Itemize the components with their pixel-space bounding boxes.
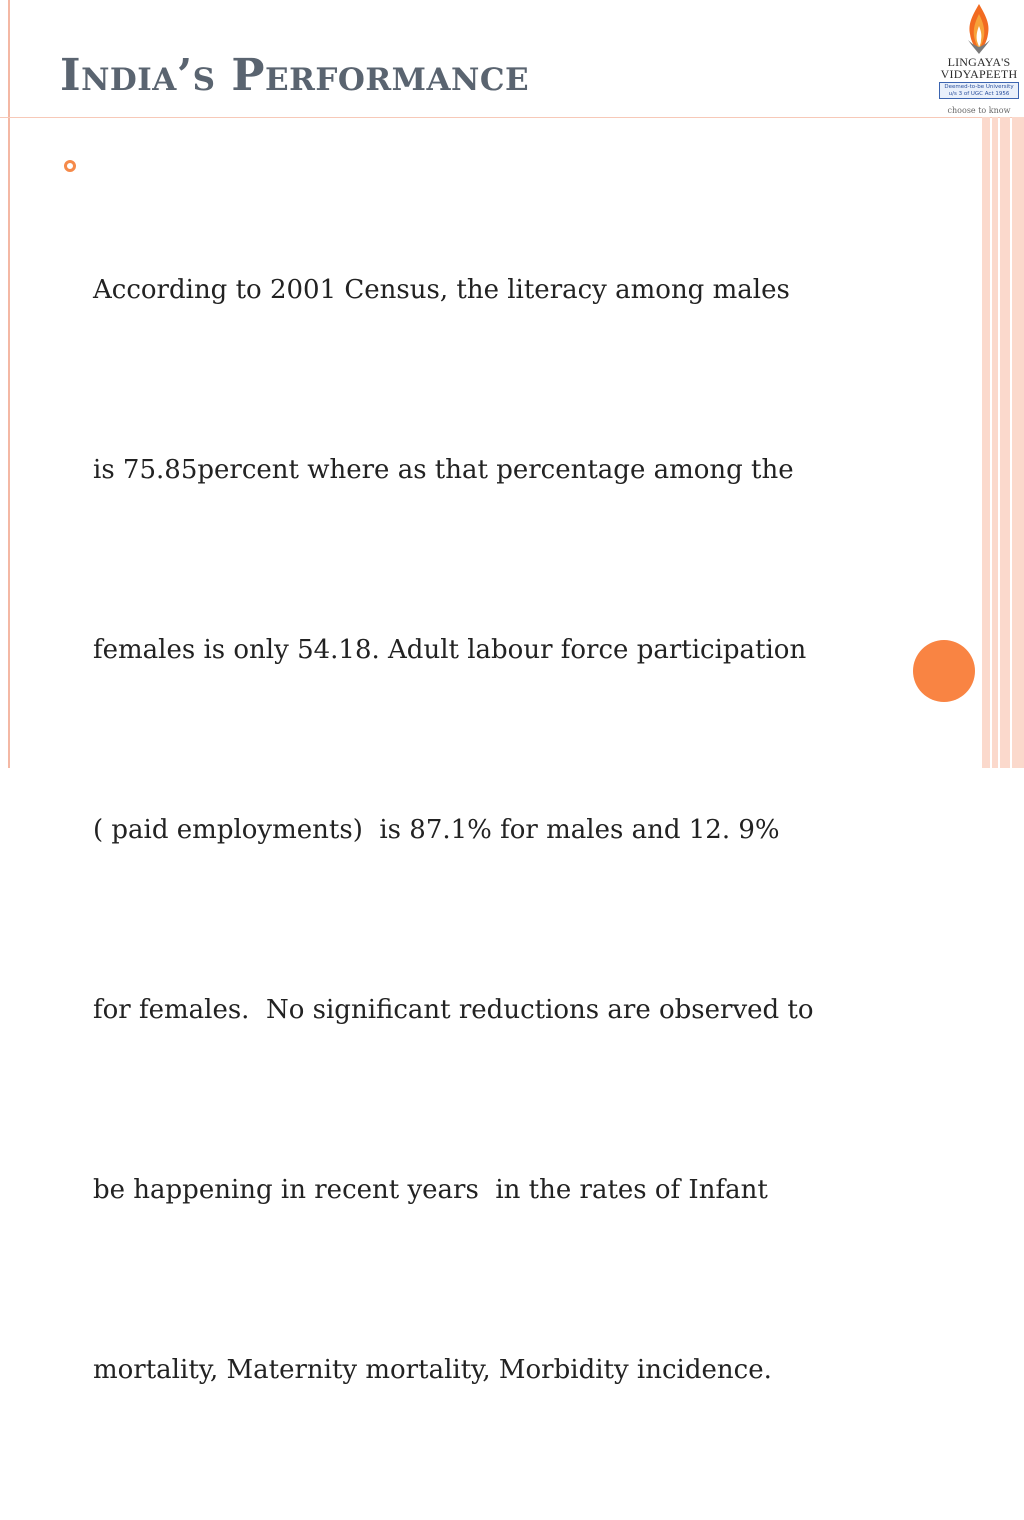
logo-tagline: choose to know [947,106,1011,115]
bullet-line: be happening in recent years in the rates of Infant [93,1175,768,1205]
bullet-line: ( paid employments) is 87.1% for males and 12. 9% [93,815,780,845]
bullet-line: mortality, Maternity mortality, Morbidity incidence. [93,1355,772,1385]
logo-name-line2: VIDYAPEETH [940,67,1018,81]
logo-badge-line2: u/s 3 of UGC Act 1956 [948,90,1010,97]
slide-content [64,140,904,1520]
stripe [1012,117,1024,768]
header-divider [0,117,1024,118]
left-border-line [8,0,10,768]
bullet-line: is 75.85percent where as that percentage among the [93,455,794,485]
bullet-line: for females. No significant reductions are observed to [93,995,814,1025]
bullet-line: According to 2001 Census, the literacy among males [93,275,790,305]
stripe [982,117,990,768]
logo-badge-line1: Deemed-to-be University [944,84,1014,90]
stripe [1000,117,1010,768]
logo-badge [939,82,1019,99]
bullet-line: females is only 54.18. Adult labour force participation [93,635,807,665]
bullet-item [64,140,904,1520]
bullet-text [93,140,904,1520]
bullet-ring-icon [64,160,76,172]
logo-name-line1: LINGAYA'S [947,55,1011,69]
flame-icon [962,2,996,56]
slide-title: India’s Performance [60,50,530,101]
university-logo [936,2,1022,116]
right-decorative-stripes [980,117,1024,768]
decorative-orange-circle [913,640,975,702]
stripe [992,117,998,768]
